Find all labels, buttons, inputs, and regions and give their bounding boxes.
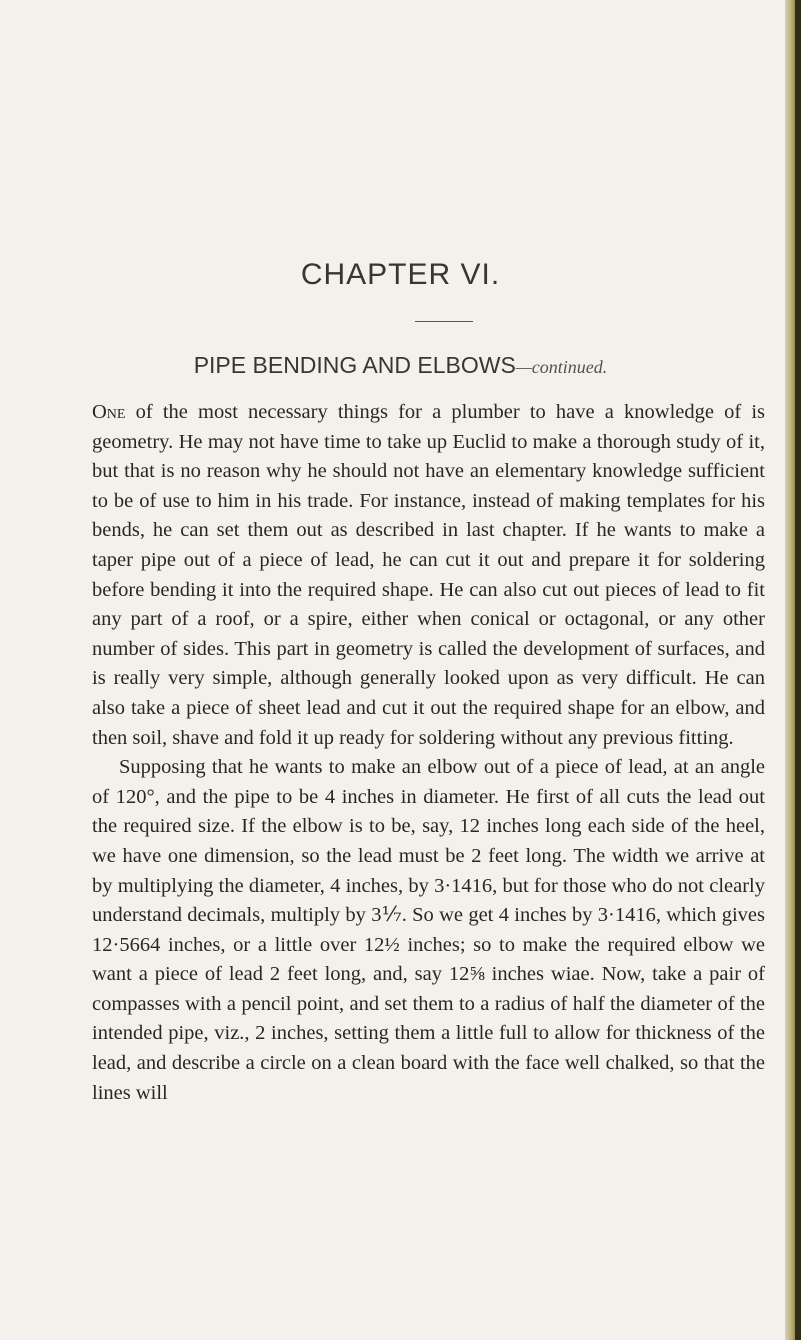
section-title-text: PIPE BENDING AND ELBOWS <box>193 352 516 378</box>
paragraph-1 <box>92 398 765 753</box>
page-edge-binding <box>795 0 801 1340</box>
body-text <box>92 398 765 1108</box>
paragraph-2: Supposing that he wants to make an elbow out of a piece of lead, at an angle of 120°, and the pipe to be 4 inches in diameter. He first of all cuts the lead out the required size. If the elbow is to be, say, 12 inches long each side of the heel, we have one dimension, so the lead must be 2 feet long. The width we arrive at by multiplying the diameter, 4 inches, by 3·1416, but for those who do not clearly understand decimals, multiply by 3⅐. So we get 4 inches by 3·1416, which gives 12·5664 inches, or a little over 12½ inches; so to make the required elbow we want a piece of lead 2 feet long, and, say 12⅝ inches wiae. Now, take a pair of compasses with a pencil point, and set them to a radius of half the diameter of the intended pipe, viz., 2 inches, setting them a little full to allow for thickness of the lead, and describe a circle on a clean board with the face well chalked, so that the lines will <box>92 756 765 1104</box>
paragraph-lead-word: One <box>92 401 126 423</box>
chapter-heading: CHAPTER VI. <box>300 258 501 291</box>
section-title-continued: —continued. <box>515 357 608 377</box>
paragraph-1-text: of the most necessary things for a plumber to have a knowledge of is geometry. He may not have time to take up Euclid to make a thorough study of it, but that is no reason why he should not have an elementary knowledge sufficient to be of use to him in his trade. For instance, instead of making templates for his bends, he can set them out as described in last chapter. If he wants to make a taper pipe out of a piece of lead, he can cut it out and prepare it for soldering before bending it into the required shape. He can also cut out pieces of lead to fit any part of a roof, or a spire, either when conical or octagonal, or any other number of sides. This part in geometry is called the development of surfaces, and is really very simple, although generally looked upon as very difficult. He can also take a piece of sheet lead and cut it out the required shape for an elbow, and then soil, shave and fold it up ready for soldering without any previous fitting. <box>92 401 765 749</box>
section-title <box>0 352 801 379</box>
heading-divider <box>415 321 473 322</box>
